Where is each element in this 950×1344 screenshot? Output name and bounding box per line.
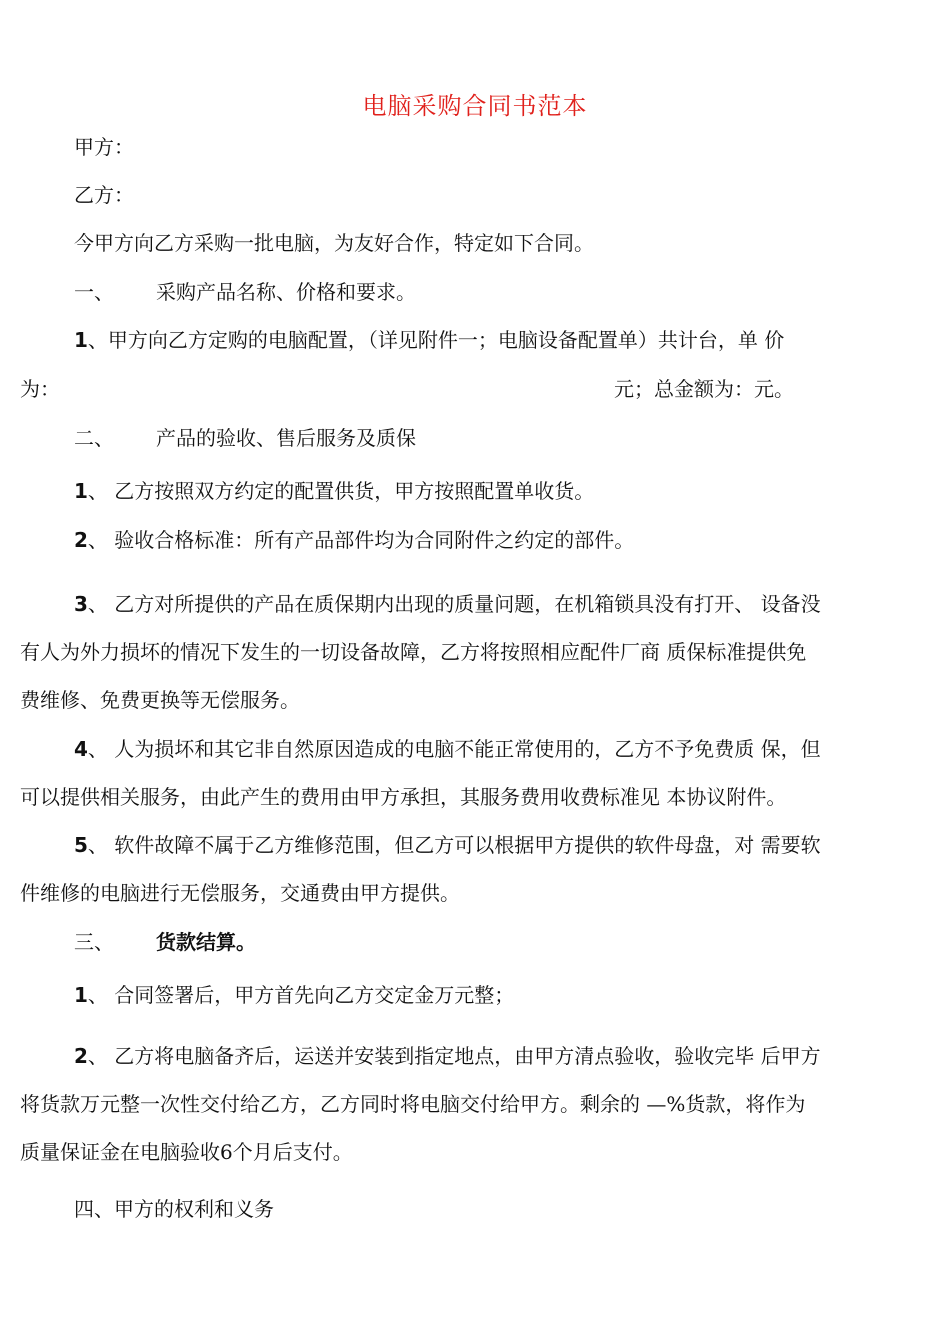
sec2-item1-text: 、 乙方按照双方约定的配置供货，甲方按照配置单收货。: [87, 479, 595, 503]
sec2-item5-line2: 件维修的电脑进行无偿服务，交通费由甲方提供。: [20, 881, 460, 905]
sec3-item1: [74, 981, 514, 1009]
sec3-item2-text: 、 乙方将电脑备齐后，运送并安装到指定地点，由甲方清点验收，验收完毕 后甲方: [87, 1044, 821, 1068]
section-4-heading: 四、甲方的权利和义务: [74, 1197, 274, 1221]
sec1-item1-text: 、甲方向乙方定购的电脑配置，（详见附件一；电脑设备配置单）共计台，单 价: [87, 328, 785, 352]
party-b-label: 乙方：: [74, 183, 134, 207]
sec2-item2: [74, 526, 634, 554]
item-number: 1: [74, 983, 88, 1007]
item-number: 2: [74, 1044, 88, 1068]
section-1-heading: [74, 278, 416, 306]
section-1-title: 采购产品名称、价格和要求。: [156, 280, 416, 304]
item-number: 2: [74, 528, 88, 552]
section-1-number: 一、: [74, 280, 114, 304]
sec2-item4-text: 、 人为损坏和其它非自然原因造成的电脑不能正常使用的，乙方不予免费质 保，但: [87, 737, 821, 761]
section-2-number: 二、: [74, 426, 114, 450]
sec2-item3-line3: 费维修、免费更换等无偿服务。: [20, 688, 300, 712]
sec3-item2-line3: 质量保证金在电脑验收6个月后支付。: [20, 1140, 353, 1164]
sec2-item5-line1: [74, 831, 821, 859]
section-2-title: 产品的验收、售后服务及质保: [156, 426, 416, 450]
item-number: 5: [74, 833, 88, 857]
sec2-item4-line2: 可以提供相关服务，由此产生的费用由甲方承担，其服务费用收费标准见 本协议附件。: [20, 785, 787, 809]
section-3-title: 货款结算。: [156, 930, 256, 954]
section-2-heading: [74, 424, 416, 452]
sec2-item1: [74, 477, 594, 505]
item-number: 4: [74, 737, 88, 761]
party-a-label: 甲方：: [74, 135, 134, 159]
item-number: 3: [74, 592, 88, 616]
intro-paragraph: 今甲方向乙方采购一批电脑，为友好合作，特定如下合同。: [74, 231, 594, 255]
sec2-item3-line2: 有人为外力损坏的情况下发生的一切设备故障，乙方将按照相应配件厂商 质保标准提供免: [20, 640, 807, 664]
document-title: 电脑采购合同书范本: [362, 92, 588, 120]
sec1-item1-line1: [74, 326, 784, 354]
sec2-item5-text: 、 软件故障不属于乙方维修范围，但乙方可以根据甲方提供的软件母盘，对 需要软: [87, 833, 821, 857]
sec1-item1-line2-left: 为：: [20, 377, 60, 401]
sec2-item2-text: 、 验收合格标准：所有产品部件均为合同附件之约定的部件。: [87, 528, 635, 552]
sec3-item1-text: 、 合同签署后，甲方首先向乙方交定金万元整；: [87, 983, 515, 1007]
item-number: 1: [74, 479, 88, 503]
sec2-item4-line1: [74, 735, 821, 763]
section-3-heading: [74, 928, 256, 956]
sec2-item3-line1: [74, 590, 821, 618]
sec3-item2-line1: [74, 1042, 821, 1070]
item-number: 1: [74, 328, 88, 352]
sec3-item2-line2: 将货款万元整一次性交付给乙方，乙方同时将电脑交付给甲方。剩余的 —%货款，将作为: [20, 1092, 806, 1116]
sec1-item1-line2-right: 元；总金额为：元。: [614, 377, 794, 401]
sec2-item3-text: 、 乙方对所提供的产品在质保期内出现的质量问题，在机箱锁具没有打开、 设备没: [87, 592, 821, 616]
section-3-number: 三、: [74, 930, 114, 954]
